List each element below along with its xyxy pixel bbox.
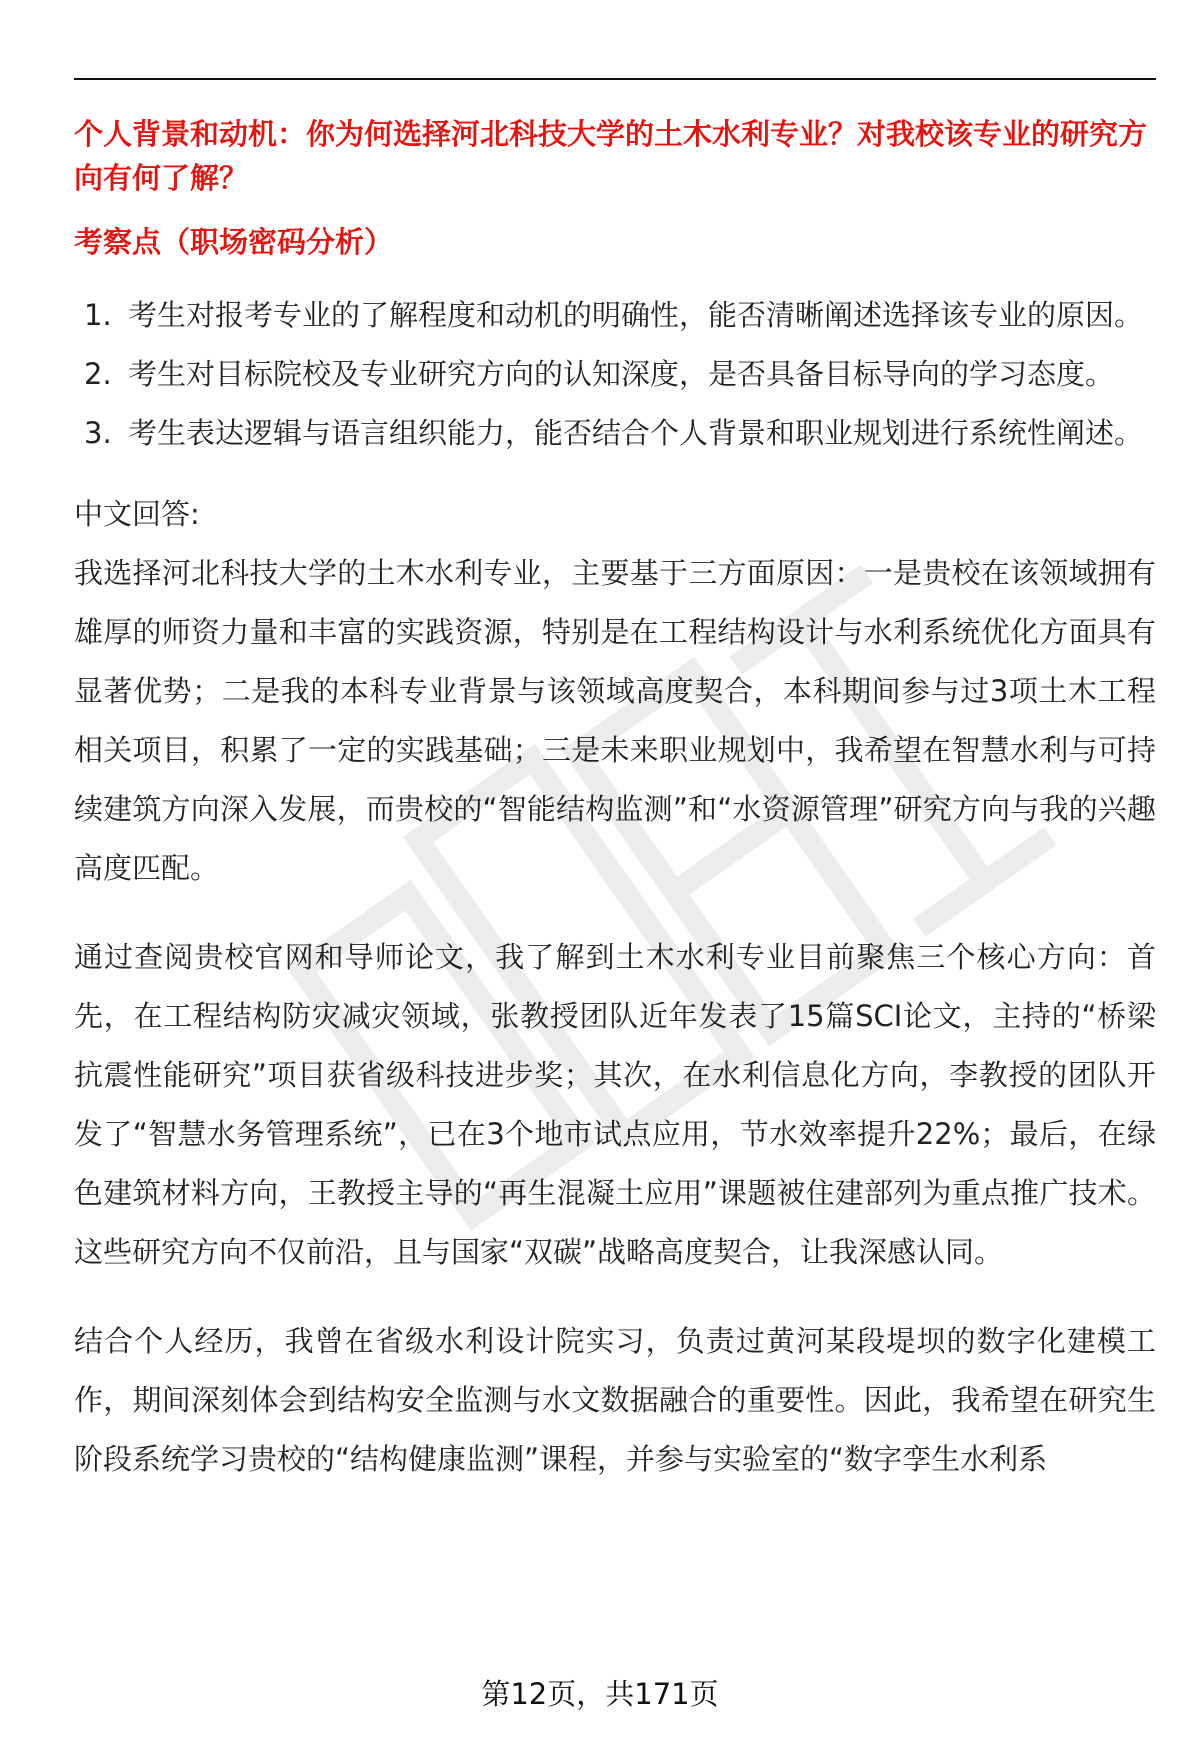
assessment-points-list (74, 286, 1156, 463)
list-item-text: 考生表达逻辑与语言组织能力，能否结合个人背景和职业规划进行系统性阐述。 (128, 416, 1144, 450)
list-item (74, 345, 1156, 404)
answer-paragraph: 通过查阅贵校官网和导师论文，我了解到土木水利专业目前聚焦三个核心方向：首先，在工程结构防灾减灾领域，张教授团队近年发表了15篇SCI论文，主持的“桥梁抗震性能研究”项目获省级科技进步奖；其次，在水利信息化方向，李教授的团队开发了“智慧水务管理系统”，已在3个地市试点应用，节水效率提升22%；最后，在绿色建筑材料方向，王教授主导的“再生混凝土应用”课题被住建部列为重点推广技术。这些研究方向不仅前沿，且与国家“双碳”战略高度契合，让我深感认同。 (74, 940, 1156, 1269)
list-number: 3. (84, 416, 112, 450)
question-title: 个人背景和动机：你为何选择河北科技大学的土木水利专业？对我校该专业的研究方向有何了解？ (74, 117, 1148, 195)
list-number: 1. (84, 298, 112, 332)
list-item-text: 考生对目标院校及专业研究方向的认知深度，是否具备目标导向的学习态度。 (128, 357, 1115, 391)
answer-paragraph: 结合个人经历，我曾在省级水利设计院实习，负责过黄河某段堤坝的数字化建模工作，期间深刻体会到结构安全监测与水文数据融合的重要性。因此，我希望在研究生阶段系统学习贵校的“结构健康监测”课程，并参与实验室的“数字孪生水利系 (74, 1324, 1156, 1476)
answer-label: 中文回答: (74, 497, 200, 531)
list-item (74, 404, 1156, 463)
header-rule (74, 78, 1156, 80)
assessment-heading: 考察点（职场密码分析） (74, 225, 394, 259)
list-item (74, 286, 1156, 345)
content-area (74, 112, 1156, 1489)
page-footer: 第12页，共171页 (481, 1677, 719, 1711)
list-number: 2. (84, 357, 112, 391)
answer-paragraph: 我选择河北科技大学的土木水利专业，主要基于三方面原因：一是贵校在该领域拥有雄厚的师资力量和丰富的实践资源，特别是在工程结构设计与水利系统优化方面具有显著优势；二是我的本科专业背景与该领域高度契合，本科期间参与过3项土木工程相关项目，积累了一定的实践基础；三是未来职业规划中，我希望在智慧水利与可持续建筑方向深入发展，而贵校的“智能结构监测”和“水资源管理”研究方向与我的兴趣高度匹配。 (74, 556, 1156, 885)
list-item-text: 考生对报考专业的了解程度和动机的明确性，能否清晰阐述选择该专业的原因。 (128, 298, 1144, 332)
